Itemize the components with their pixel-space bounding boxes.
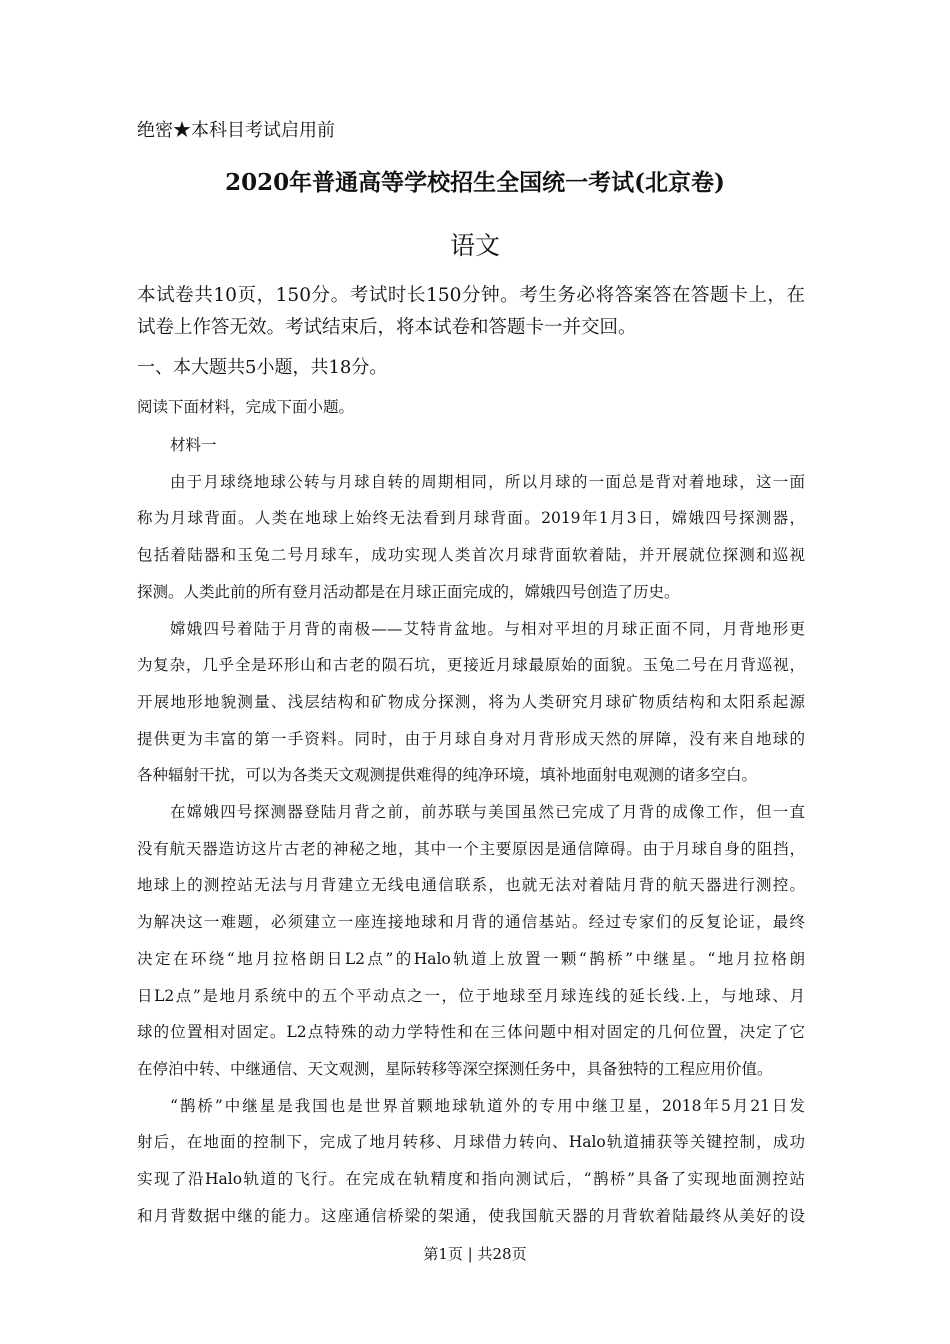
paragraph-line: 没有航天器造访这片古老的神秘之地，其中一个主要原因是通信障碍。由于月球自身的阻挡，	[137, 839, 805, 858]
paragraph-line: 由于月球绕地球公转与月球自转的周期相同，所以月球的一面总是背对着地球，这一面	[170, 472, 805, 491]
paragraph-line: 为解决这一难题，必须建立一座连接地球和月背的通信基站。经过专家们的反复论证，最终	[137, 913, 805, 932]
paragraph-line: 在嫦娥四号探测器登陆月背之前，前苏联与美国虽然已完成了月背的成像工作，但一直	[170, 803, 805, 822]
paragraph-line: “鹊桥”中继星是我国也是世界首颗地球轨道外的专用中继卫星，2018年5月21日发	[170, 1096, 805, 1115]
paragraph-line: 包括着陆器和玉兔二号月球车，成功实现人类首次月球背面软着陆，并开展就位探测和巡视	[137, 546, 805, 565]
section-instruction: 阅读下面材料，完成下面小题。	[137, 398, 355, 416]
paragraph-line: 为复杂，几乎全是环形山和古老的陨石坑，更接近月球最原始的面貌。玉兔二号在月背巡视，	[137, 656, 805, 675]
exam-instructions	[137, 280, 805, 344]
intro-line: 本试卷共10页，150分。考试时长150分钟。考生务必将答案答在答题卡上，在	[137, 285, 805, 306]
paragraph-line: 开展地形地貌测量、浅层结构和矿物成分探测，将为人类研究月球矿物质结构和太阳系起源	[137, 692, 805, 711]
paragraph-line: 提供更为丰富的第一手资料。同时，由于月球自身对月背形成天然的屏障，没有来自地球的	[137, 729, 805, 748]
paragraph-line: 地球上的测控站无法与月背建立无线电通信联系，也就无法对着陆月背的航天器进行测控。	[137, 876, 805, 895]
paragraph-line: 球的位置相对固定。L2点特殊的动力学特性和在三体问题中相对固定的几何位置，决定了它	[137, 1023, 805, 1042]
paragraph-line: 和月背数据中继的能力。这座通信桥梁的架通，使我国航天器的月背软着陆最终从美好的设	[137, 1206, 805, 1225]
subject-title: 语文	[449, 231, 500, 260]
paragraph-line: 实现了沿Halo轨道的飞行。在完成在轨精度和指向测试后，“鹊桥”具备了实现地面测控站	[137, 1170, 805, 1189]
confidential-note: 绝密★本科目考试启用前	[137, 120, 335, 141]
paragraph-line: 在停泊中转、中继通信、天文观测，星际转移等深空探测任务中，具备独特的工程应用价值。	[137, 1059, 773, 1078]
paragraph-line: 各种辐射干扰，可以为各类天文观测提供难得的纯净环境，填补地面射电观测的诸多空白。	[137, 766, 758, 785]
section-heading: 一、本大题共5小题，共18分。	[137, 357, 388, 378]
paragraph-line: 嫦娥四号着陆于月背的南极——艾特肯盆地。与相对平坦的月球正面不同，月背地形更	[170, 619, 805, 638]
exam-title: 2020年普通高等学校招生全国统一考试(北京卷)	[225, 169, 725, 196]
material-body	[137, 427, 805, 1234]
intro-line: 试卷上作答无效。考试结束后，将本试卷和答题卡一并交回。	[137, 317, 637, 338]
paragraph-line: 称为月球背面。人类在地球上始终无法看到月球背面。2019年1月3日，嫦娥四号探测器，	[137, 509, 805, 528]
paragraph-line: 日L2点”是地月系统中的五个平动点之一，位于地球至月球连线的延长线.上，与地球、月	[137, 986, 805, 1005]
paragraph-line: 探测。人类此前的所有登月活动都是在月球正面完成的，嫦娥四号创造了历史。	[137, 582, 680, 601]
material-label: 材料一	[170, 436, 217, 454]
page-footer: 第1页 | 共28页	[423, 1245, 527, 1263]
paragraph-line: 射后，在地面的控制下，完成了地月转移、月球借力转向、Halo轨道捕获等关键控制，成功	[137, 1133, 805, 1152]
paragraph-line: 决定在环绕“地月拉格朗日L2点”的Halo轨道上放置一颗“鹊桥”中继星。“地月拉格朗	[137, 949, 805, 968]
